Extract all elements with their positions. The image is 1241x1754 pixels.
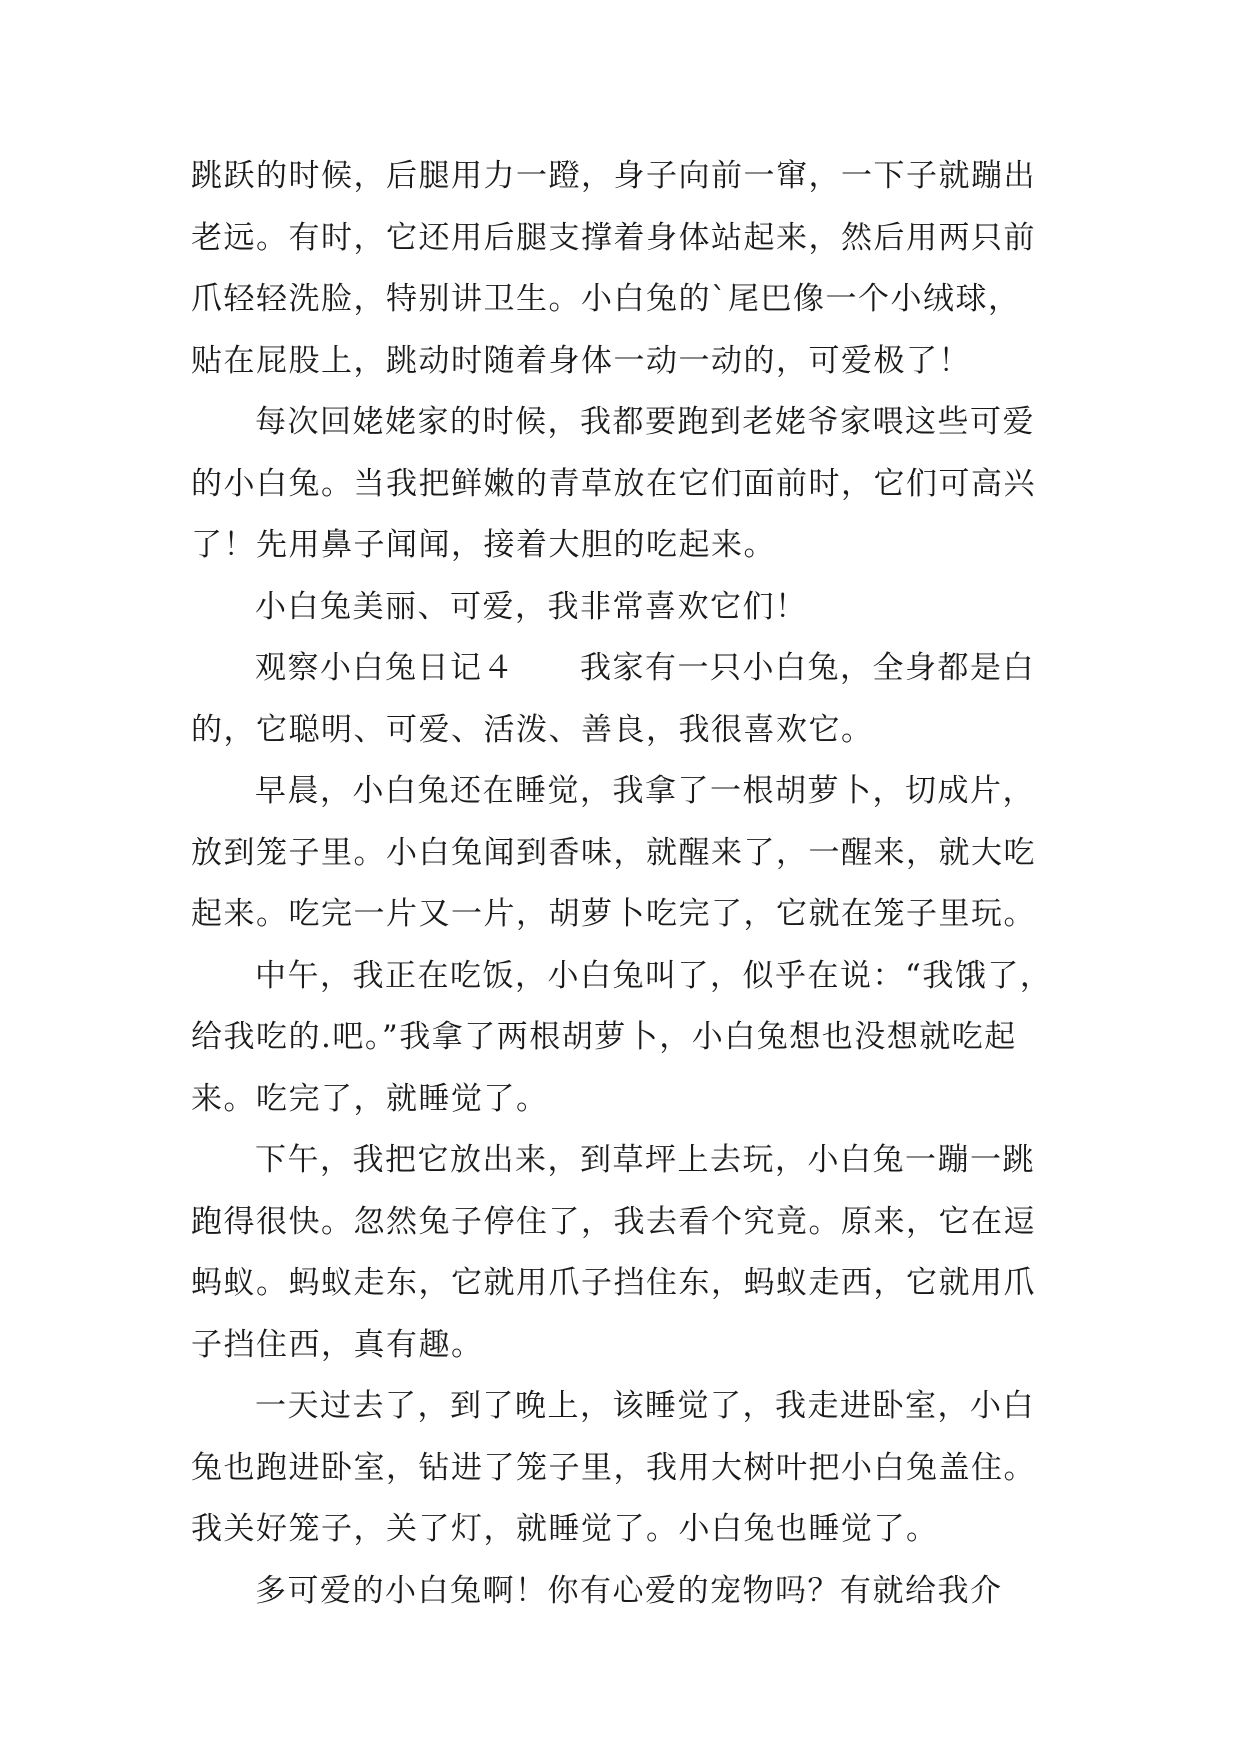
text-line: 爪轻轻洗脸，特别讲卫生。小白兔的`尾巴像一个小绒球， xyxy=(191,281,1021,317)
text-line: 起来。吃完一片又一片，胡萝卜吃完了，它就在笼子里玩。 xyxy=(191,896,1036,932)
text-line: 子挡住西，真有趣。 xyxy=(191,1327,484,1363)
paragraph-start-line: 中午，我正在吃饭，小白兔叫了，似乎在说：“我饿了， xyxy=(255,958,1053,994)
text-line: 来。吃完了，就睡觉了。 xyxy=(191,1081,549,1117)
paragraph-start-line: 一天过去了，到了晚上，该睡觉了，我走进卧室，小白 xyxy=(255,1388,1035,1424)
diary-heading-line: 观察小白兔日记４ 我家有一只小白兔，全身都是白 xyxy=(255,650,1035,686)
text-line: 的小白兔。当我把鲜嫩的青草放在它们面前时，它们可高兴 xyxy=(191,466,1036,502)
text-line: 蚂蚁。蚂蚁走东，它就用爪子挡住东，蚂蚁走西，它就用爪 xyxy=(191,1265,1036,1301)
paragraph-start-line: 早晨，小白兔还在睡觉，我拿了一根胡萝卜，切成片， xyxy=(255,773,1035,809)
text-line: 我关好笼子，关了灯，就睡觉了。小白兔也睡觉了。 xyxy=(191,1511,939,1547)
text-line: 跳跃的时候，后腿用力一蹬，身子向前一窜，一下子就蹦出 xyxy=(191,158,1036,194)
paragraph-start-line: 下午，我把它放出来，到草坪上去玩，小白兔一蹦一跳 xyxy=(255,1142,1035,1178)
paragraph-start-line: 小白兔美丽、可爱，我非常喜欢它们！ xyxy=(255,589,808,625)
paragraph-start-line: 多可爱的小白兔啊！你有心爱的宠物吗？有就给我介 xyxy=(255,1573,1003,1609)
text-line: 贴在屁股上，跳动时随着身体一动一动的，可爱极了！ xyxy=(191,343,971,379)
text-line: 兔也跑进卧室，钻进了笼子里，我用大树叶把小白兔盖住。 xyxy=(191,1450,1036,1486)
text-line: 跑得很快。忽然兔子停住了，我去看个究竟。原来，它在逗 xyxy=(191,1204,1036,1240)
text-line: 的，它聪明、可爱、活泼、善良，我很喜欢它。 xyxy=(191,712,874,748)
text-line: 给我吃的.吧。”我拿了两根胡萝卜，小白兔想也没想就吃起 xyxy=(191,1019,1017,1055)
paragraph-start-line: 每次回姥姥家的时候，我都要跑到老姥爷家喂这些可爱 xyxy=(255,404,1035,440)
text-line: 老远。有时，它还用后腿支撑着身体站起来，然后用两只前 xyxy=(191,220,1036,256)
text-line: 了！先用鼻子闻闻，接着大胆的吃起来。 xyxy=(191,527,776,563)
text-line: 放到笼子里。小白兔闻到香味，就醒来了，一醒来，就大吃 xyxy=(191,835,1036,871)
